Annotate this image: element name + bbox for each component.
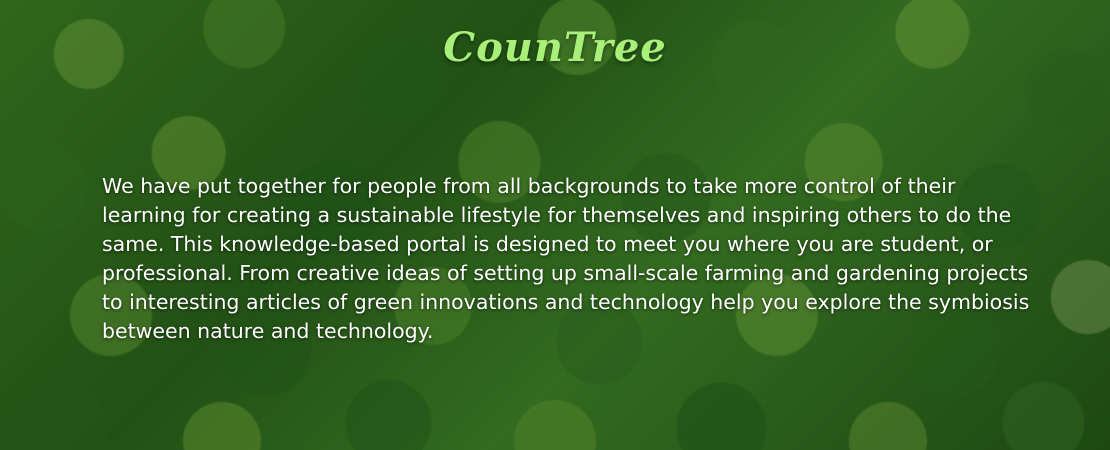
site-logo[interactable]: CounTree (443, 24, 667, 71)
intro-paragraph: We have put together for people from all backgrounds to take more control of their learning for creating a sustainable lifestyle for themselves and inspiring others to do the same. This knowledge-based portal is designed to meet you where you are student, or professional. From creative ideas of setting up small-scale farming and gardening projects to interesting articles of green innovations and technology help you explore the symbiosis between nature and technology. (102, 174, 1030, 343)
